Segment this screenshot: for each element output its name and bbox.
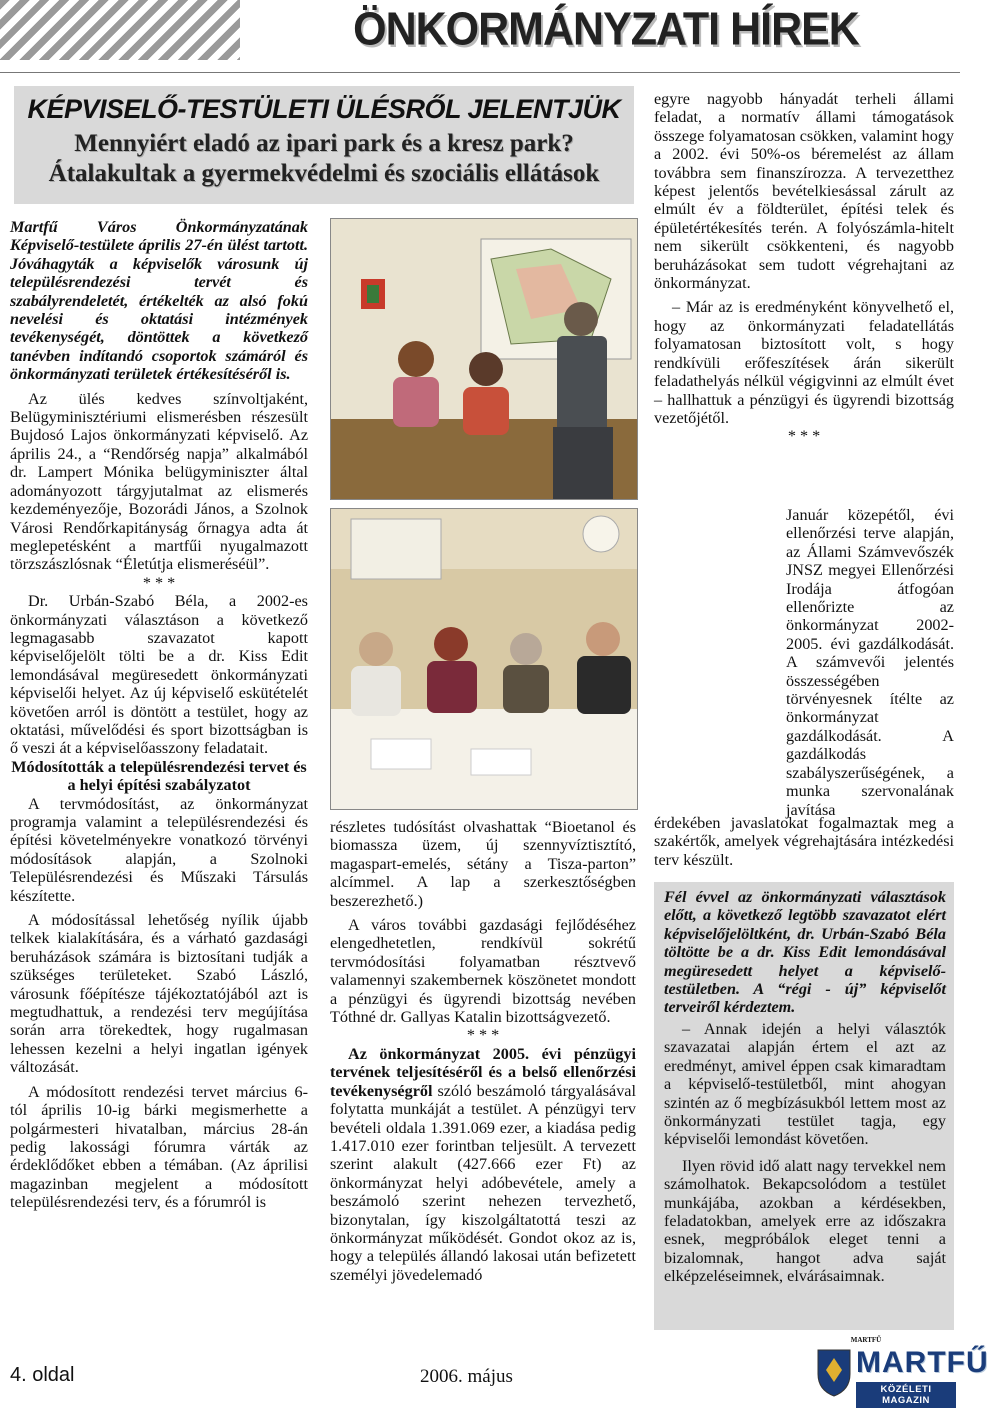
photo-illustration xyxy=(331,509,637,809)
paragraph: A módosított rendezési tervet március 6-tól április 10-ig bárki megismerhette a polgármesteri hivatalban, március 28-án pedig lakossági fórumra várták az érdeklődőket ebben a témában. (Az áprilisi magazinban megjelent a módosított településrendezési terv, és a fórumról is xyxy=(10,1082,308,1212)
header-hatch-decoration xyxy=(0,0,240,60)
section-separator: * * * xyxy=(466,1026,500,1045)
paragraph: Dr. Urbán-Szabó Béla, a 2002-es önkormányzati választáson a következő legmagasabb szavazatot kapott képviselőjelölt tölti be a dr. Kiss Edit lemondásával megüresedett önkormányzati képviselői helyet. Az új képviselő eskütételét követően arról is döntött a testület, hogy az oktatási, művelődési és sport bizottságban is ő veszi át a képviselőasszony feladatait. xyxy=(10,592,308,758)
section-title: ÖNKORMÁNYZATI HÍREK xyxy=(353,3,859,56)
paragraph: részletes tudósítást olvashattak “Bioetanol és biomassza üzem, új szennyvíztisztító, magaspart-emelés, sétány a Tisza-parton” alcímmel. A lap a szerkesztőségben beszerezhető.) xyxy=(330,818,636,910)
bold-lead-in: Az önkormányzat 2005. évi pénzügyi tervének teljesítéséről és a belső ellenőrzési tevékenységről xyxy=(330,1044,636,1100)
paragraph xyxy=(330,1045,636,1284)
page-number: 4. oldal xyxy=(10,1364,75,1386)
photo-council-presenters xyxy=(330,218,638,500)
paragraph: egyre nagyobb hányadát terheli állami feladat, a normatív állami támogatások összege folyamatosan csökken, valamint hogy a 2002. évi 50%-os béremelést az állam továbbra sem finanszírozza. A tervezetthez képest jelentős bevételkiesással zárult az elmúlt év a földterület, építési telek és épületértékesítés terén. A folyószámla-hitelt nem sikerült csökkenteni, és nagyobb beruházásokat sem tudott végrehajtani az önkormányzat. xyxy=(654,90,954,293)
lead-paragraph: Martfű Város Önkormányzatának Képviselő-testülete április 27-én ülést tartott. Jóváhagyták a képviselők városunk új településrendezési tervét és szabályrendeletét, értékelték az alsó fokú nevelési és oktatási intézmények tevékenységét, döntöttek a következő tanévben indítandó csoportok számáról és önkormányzati területek értékesítéséről is. xyxy=(10,218,308,384)
section-separator: * * * xyxy=(787,427,821,446)
logo-small-caption: MARTFŰ xyxy=(850,1336,882,1344)
paragraph: érdekében javaslatokat fogalmaztak meg a szakértők, amelyek végrehajtására intézkedési terv készült. xyxy=(654,814,954,869)
paragraph: A város további gazdasági fejlődéséhez elengedhetetlen, rendkívül sokrétű tervmódosítási folyamatban résztvevő valamennyi szakembernek köszönetet mondott a pénzügyi és ügyrendi bizottság nevében Tóthné dr. Gallyas Katalin bizottságvezető. xyxy=(330,916,636,1027)
issue-date: 2006. május xyxy=(420,1366,513,1387)
paragraph: Január közepétől, évi ellenőrzési terve alapján, az Állami Számvevőszék JNSZ megyei Ellenőrzési Irodája átfogóan ellenőrizte az önkormányzat 2002-2005. évi gazdálkodását. A számvevői jelentés összességében törvényesnek ítélte az önkormányzat gazdálkodását. A gazdálkodás szabályszerűségének, a munka szervonalának javítása xyxy=(786,506,954,819)
headline-main: KÉPVISELŐ-TESTÜLETI ÜLÉSRŐL JELENTJÜK xyxy=(27,94,621,124)
subheading: Módosították a településrendezési tervet és a helyi építési szabályzatot xyxy=(11,757,307,795)
article-column-3 xyxy=(654,90,954,446)
interview-body xyxy=(664,1020,946,1286)
paragraph: – Annak idején a helyi választók szavazatai alapján értem el azt az eredményt, amivel éppen csak kimaradtam a képviselő-testületből, mint ahogyan szintén az ő megbízásukból lettem most az önkormányzati testület tagja, egy képviselői lemondást követően. xyxy=(664,1020,946,1149)
logo-name: MARTFŰ xyxy=(856,1346,989,1379)
photo-illustration xyxy=(331,219,637,499)
article-column-3-narrow xyxy=(786,506,954,819)
header-divider xyxy=(0,72,960,73)
article-column-1 xyxy=(10,218,308,1212)
logo-subtitle: KÖZÉLETI MAGAZIN xyxy=(856,1382,956,1408)
paragraph-continuation: szóló beszámoló tárgyalásával folytatta munkáját a testület. A pénzügyi terv bevételi oldala 1.391.069 ezer, a kiadása pedig 1.417.010 ezer forintban teljesült. A tervezett szerint alakult (427.666 ezer Ft) az önkormányzat helyi adóbevétele, amely a beszámoló szerint nehezen tervezhető, bizonytalan, így kiszolgáltatottá teszi az önkormányzat működését. Gondot okoz az is, hogy a település állandó lakosai után befizetett személyi jövedelemadó xyxy=(330,1081,636,1284)
section-separator: * * * xyxy=(142,573,176,592)
headline-sub-2: Átalakultak a gyermekvédelmi és szociális ellátások xyxy=(48,160,600,187)
paragraph: Ilyen rövid idő alatt nagy tervekkel nem számolhatok. Bekapcsolódom a testület munkájába, azokban a kérdésekben, feladatokban, amelyek erre az időszakra esnek, megpróbálok eleget tenni a bizalomnak, hangot adva saját elképzeléseimnek, elvárásaimnak. xyxy=(664,1156,946,1286)
coat-of-arms-icon xyxy=(814,1344,854,1398)
paragraph: A módosítással lehetőség nyílik újabb telkek kialakítására, és a várható gazdasági beruházások számára is biztosítani tudják a szükséges területeket. Szabó László, városunk főépítésze tájékoztatójából azt is megtudhattuk, a rendezési terv megújítása során arra törekedtek, hogy rugalmasan lehessen kezelni a helyi ingatlan igények változását. xyxy=(10,911,308,1077)
interview-lead: Fél évvel az önkormányzati választások előtt, a következő legtöbb szavazatot elért képviselőjelöltként, dr. Urbán-Szabó Béla töltötte be a dr. Kiss Edit lemondásával megüresedett helyet a képviselő-testületben. A “régi - új” képviselőt terveiről kérdeztem. xyxy=(664,888,946,1017)
headline-sub-1: Mennyiért eladó az ipari park és a kresz park? xyxy=(74,130,574,157)
paragraph: – Már az is eredményként könyvelhető el, hogy az önkormányzati feladatellátás folyamatosan biztosított volt, s hogy rendkívüli erőfeszítések árán sikerült feladathelyás nélkül végigvinni az elmúlt évet – hallhattuk a pénzügyi és ügyrendi bizottság vezetőjétől. xyxy=(654,298,954,427)
article-column-3-end xyxy=(654,814,954,869)
paragraph: A tervmódosítást, az önkormányzat programja valamint a településrendezési és építési követelményekre vonatkozó törvényi módosítások alapján, a Szolnoki Településrendezési és Műszaki Társulás készítette. xyxy=(10,794,308,905)
paragraph: Az ülés kedves színvoltjaként, Belügyminisztériumi elismerésben részesült Bujdosó Lajos önkormányzati képviselő. Az április 24., a “Rendőrség napja” alkalmából dr. Lampert Mónika belügyminiszter által adományozott tárgyjutalmat az elismerés kezdeményezője, Bozorádi János, a Szolnok Városi Rendőrkapitányság őrnagya adta át meglepetésként a martfűi nyugalmazott törzszászlósnak “Életútja elismeréséül”. xyxy=(10,389,308,574)
photo-council-table xyxy=(330,508,638,810)
article-column-2 xyxy=(330,818,636,1284)
